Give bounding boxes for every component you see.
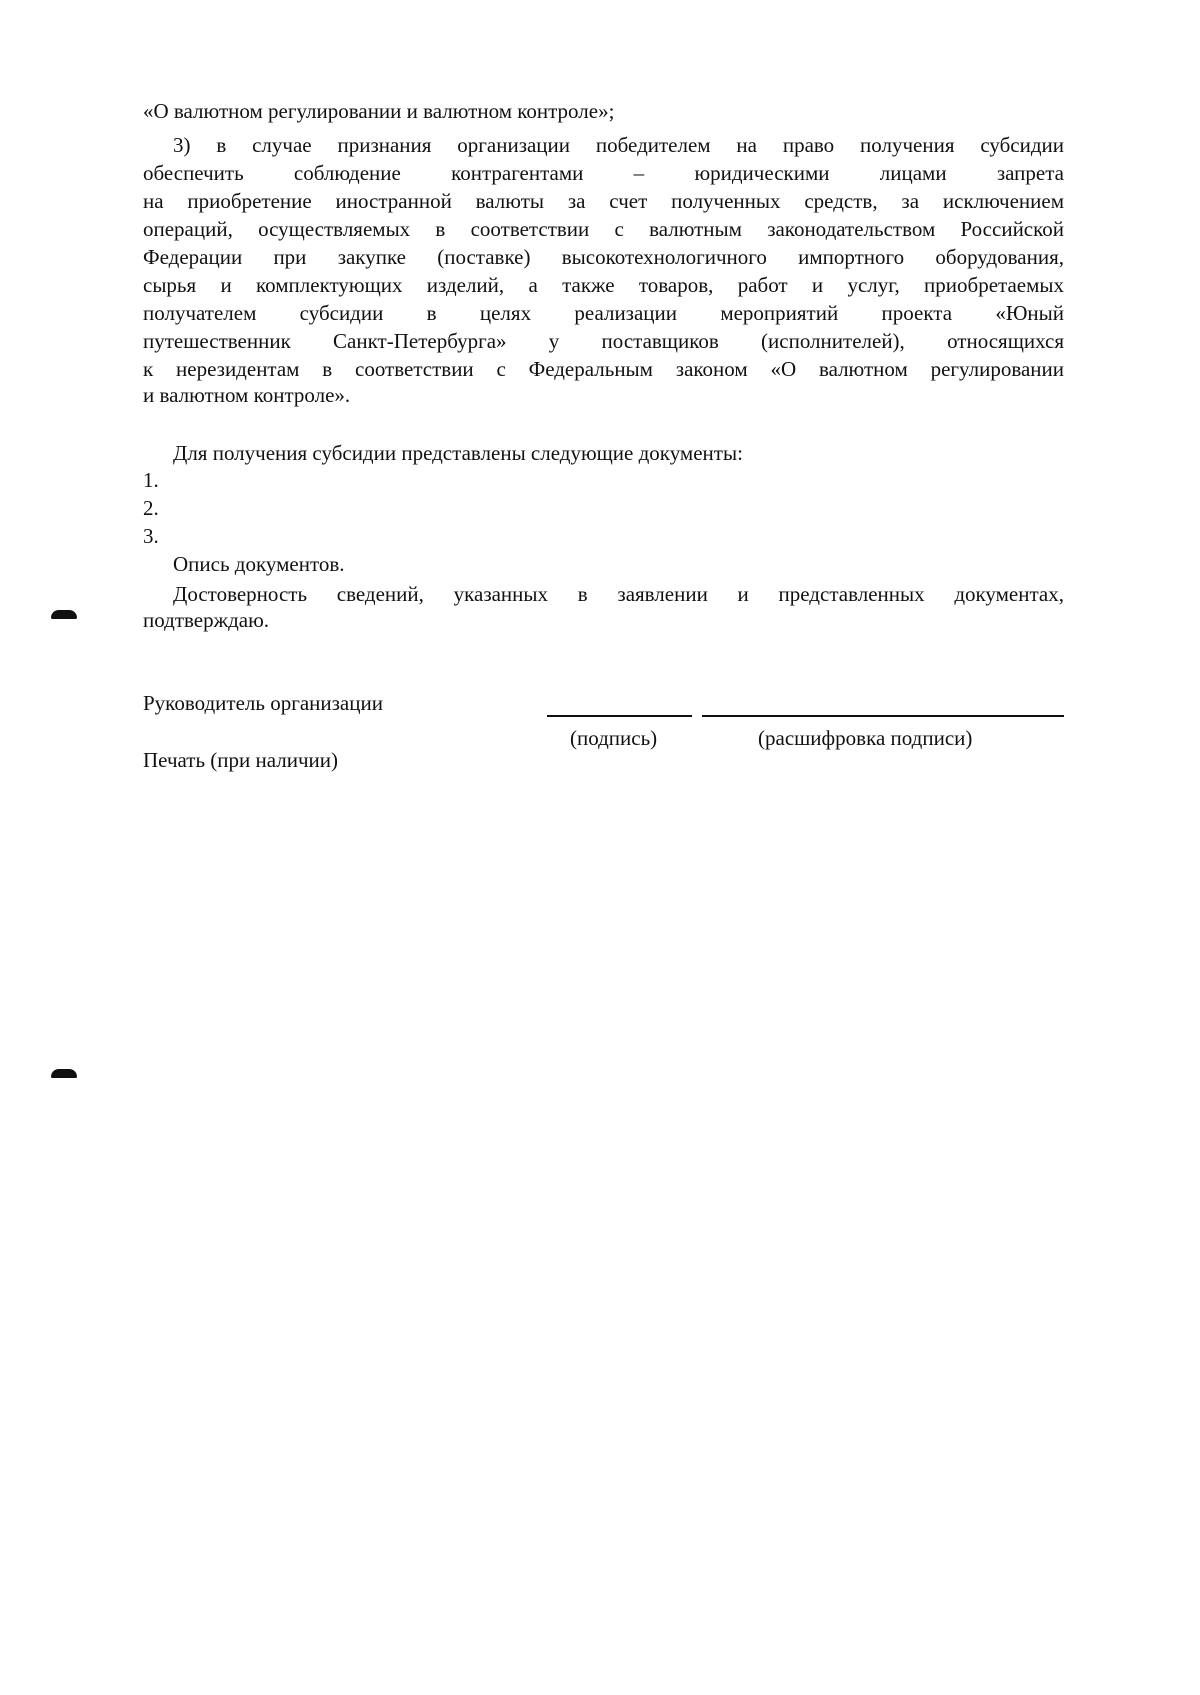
list-item-3: 3. <box>143 524 159 548</box>
signature-line <box>547 715 692 717</box>
list-item-1: 1. <box>143 468 159 492</box>
stamp-label: Печать (при наличии) <box>143 748 339 772</box>
body-line-7: сырья и комплектующих изделий, а также товаров, работ и услуг, приобретаемых <box>143 273 1064 297</box>
body-line-6: Федерации при закупке (поставке) высокотехнологичного импортного оборудования, <box>143 245 1064 269</box>
confirmation-line-end: подтверждаю. <box>143 608 270 632</box>
body-line-9: путешественник Санкт-Петербурга» у поставщиков (исполнителей), относящихся <box>143 329 1064 353</box>
body-line-3: обеспечить соблюдение контрагентами – юридическими лицами запрета <box>143 161 1064 185</box>
head-of-organization-label: Руководитель организации <box>143 691 383 715</box>
list-item-2: 2. <box>143 496 159 520</box>
body-line-5: операций, осуществляемых в соответствии с валютным законодательством Российской <box>143 217 1064 241</box>
confirmation-line: Достоверность сведений, указанных в заявлении и представленных документах, <box>173 582 1064 606</box>
body-line-8: получателем субсидии в целях реализации мероприятий проекта «Юный <box>143 301 1064 325</box>
body-line-2: 3) в случае признания организации победителем на право получения субсидии <box>173 133 1064 157</box>
punch-hole-mark <box>51 610 77 619</box>
punch-hole-mark <box>51 1069 77 1078</box>
inventory-line: Опись документов. <box>173 552 345 576</box>
documents-intro: Для получения субсидии представлены следующие документы: <box>173 441 743 465</box>
signature-decoding-caption: (расшифровка подписи) <box>758 726 973 750</box>
body-line-11: и валютном контроле». <box>143 383 351 407</box>
signature-decoding-line <box>702 715 1064 717</box>
body-line-10: к нерезидентам в соответствии с Федеральным законом «О валютном регулировании <box>143 357 1064 381</box>
body-line-1: «О валютном регулировании и валютном контроле»; <box>143 99 615 123</box>
signature-caption: (подпись) <box>570 726 658 750</box>
body-line-4: на приобретение иностранной валюты за счет полученных средств, за исключением <box>143 189 1064 213</box>
